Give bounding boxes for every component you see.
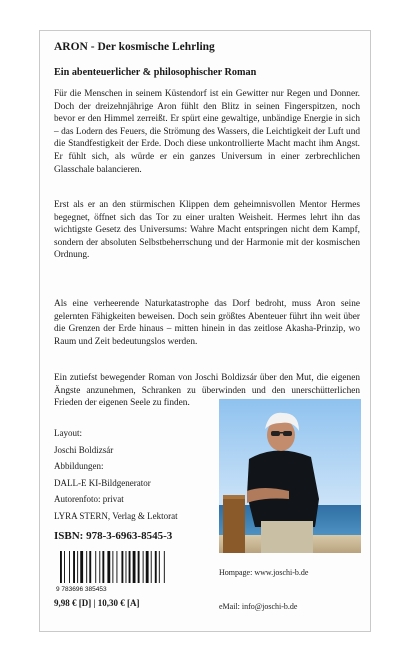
images-value: DALL-E KI-Bildgenerator: [54, 477, 151, 488]
barcode-bar: [159, 551, 160, 583]
author-photo-credit: Autorenfoto: privat: [54, 494, 124, 504]
blurb-paragraph-1: Für die Menschen in seinem Küstendorf ist ein Gewitter nur Regen und Donner. Doch der dreizehnjährige Aron fühlt den Blitz in seinen Fingerspitzen, noch bevor er den Himmel zerreißt. Er spürt eine gewaltige, unbändige Energie in sich – das Lodern des Feuers, die Strömung des Wassers, die Leichtigkeit der Luft und die Standfestigkeit der Erde. Doch diese unkontrollierte Macht macht ihm Angst. Er fühlt sich, als würde er ein ganzes Universum in einer zerbrechlichen Glasschale balancieren.: [54, 89, 360, 175]
barcode-bar: [99, 551, 100, 583]
barcode-bar: [126, 551, 127, 583]
blurb-paragraph-4: Ein zutiefst bewegender Roman von Joschi Boldizsár über den Mut, die eigenen Ängste anzunehmen, Schranken zu überwinden und den unerschütterlichen Frieden der eigenen Seele zu finden.: [54, 373, 360, 409]
barcode-bar: [133, 551, 136, 583]
barcode-bar: [116, 551, 117, 583]
isbn: ISBN: 978-3-6963-8545-3: [54, 530, 173, 542]
barcode-bar: [89, 551, 91, 583]
barcode-bar: [80, 551, 83, 583]
barcode-bar: [129, 551, 131, 583]
layout-label: Layout:: [54, 428, 82, 438]
credits-block: [54, 425, 204, 524]
blurb-paragraph-2: Erst als er an den stürmischen Klippen dem geheimnisvollen Mentor Hermes begegnet, öffnet sich das Tor zu einer uralten Weisheit. Hermes lehrt ihn das wichtigste Gesetz des Universums: Wahre Macht entspringen nicht dem Kampf, sondern der absoluten Selbstbeherrschung und der Harmonie mit der kosmischen Ordnung.: [54, 200, 360, 261]
barcode-bar: [151, 551, 152, 583]
barcode-bar: [112, 551, 113, 583]
barcode-bars: [60, 551, 165, 583]
price: 9,98 € [D] | 10,30 € [A]: [54, 598, 140, 608]
barcode-bar: [121, 551, 123, 583]
publisher: LYRA STERN, Verlag & Lektorat: [54, 510, 178, 521]
homepage: Hompage: www.joschi-b.de: [219, 568, 309, 577]
barcode-bar: [107, 551, 110, 583]
barcode-bar: [73, 551, 75, 583]
blurb-paragraph-3: Als eine verheerende Naturkatastrophe das Dorf bedroht, muss Aron seine gelernten Fähigkeiten beweisen. Doch sein größtes Abenteuer führt ihn weit über die Grenzen der Erde hinaus – mitten hinein in das zeitlose Akasha-Prinzip, wo Raum und Zeit bedeutungslos werden.: [54, 299, 360, 347]
barcode-bar: [95, 551, 96, 583]
barcode-bar: [102, 551, 104, 583]
barcode-number: 9 783696 385453: [56, 586, 107, 593]
barcode-bar: [60, 551, 62, 583]
barcode-bar: [77, 551, 78, 583]
book-title: ARON - Der kosmische Lehrling: [54, 41, 215, 53]
barcode-bar: [69, 551, 70, 583]
barcode-bar: [146, 551, 149, 583]
barcode-bar: [86, 551, 87, 583]
barcode-bar: [143, 551, 144, 583]
email-address: eMail: info@joschi-b.de: [219, 602, 298, 611]
author-photo: [219, 399, 361, 553]
barcode-bar: [64, 551, 65, 583]
barcode-bar: [138, 551, 140, 583]
barcode-bar: [164, 551, 165, 583]
barcode-bar: [155, 551, 157, 583]
book-subtitle: Ein abenteuerlicher & philosophischer Roman: [54, 67, 257, 78]
barcode: [54, 549, 182, 593]
images-label: Abbildungen:: [54, 461, 104, 471]
layout-value: Joschi Boldizsár: [54, 444, 114, 455]
